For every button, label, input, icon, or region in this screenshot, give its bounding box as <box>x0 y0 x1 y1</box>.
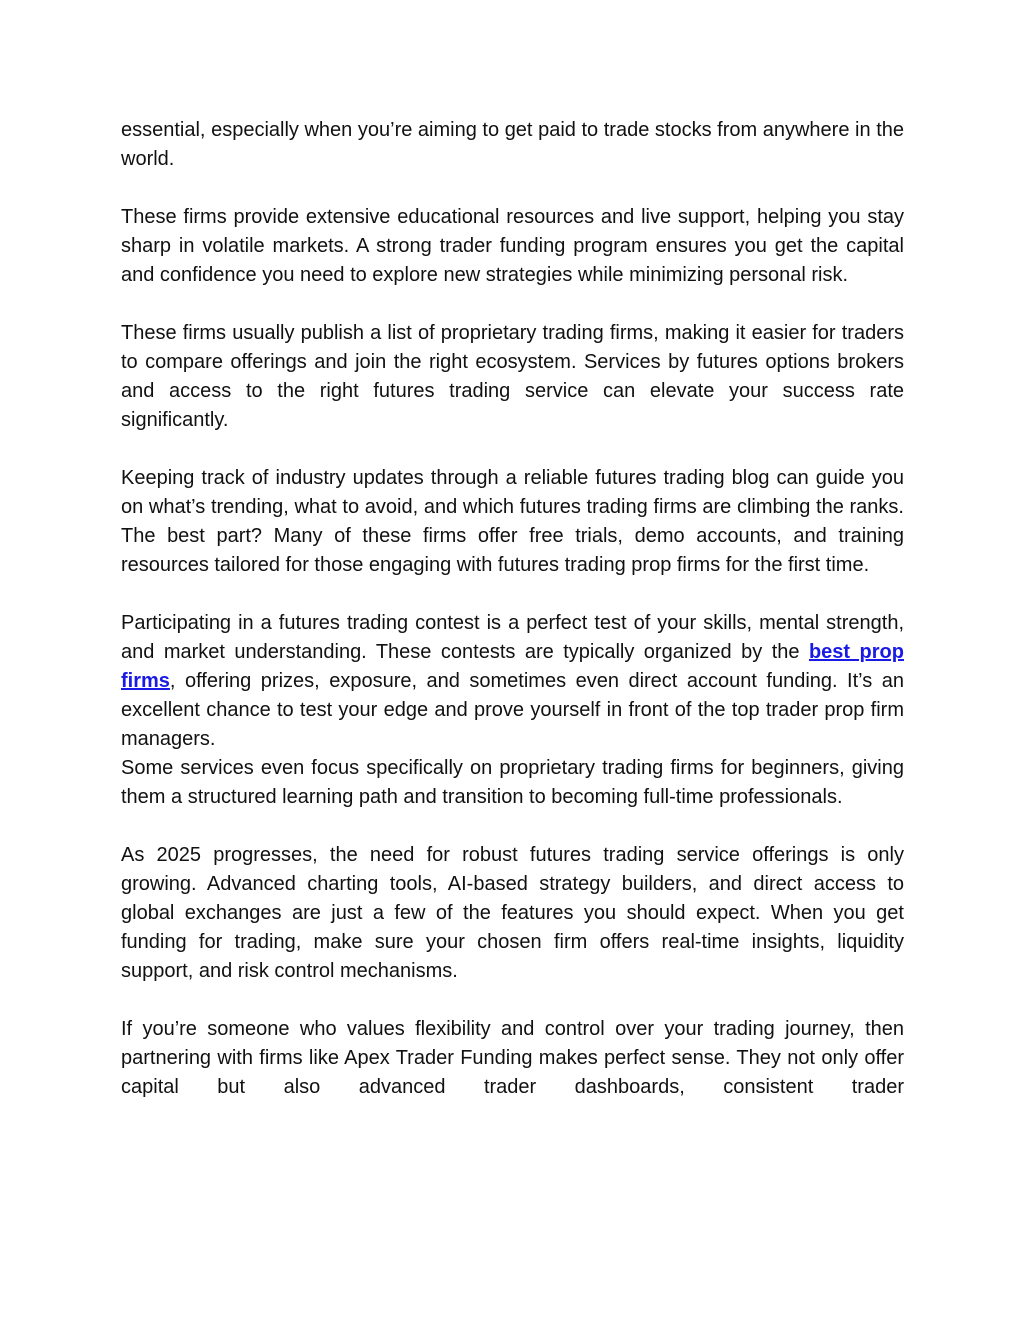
paragraph-beginner-services: Some services even focus specifically on proprietary trading firms for beginners, giving them a structured learning path and transition to becoming full-time professionals. <box>121 757 904 808</box>
paragraph-2025-progress: As 2025 progresses, the need for robust futures trading service offerings is only growing. Advanced charting tools, AI-based strategy builders, and direct access to global exchanges are just a few of the features you should expect. When you get funding for trading, make sure your chosen firm offers real-time insights, liquidity support, and risk control mechanisms. <box>121 844 904 982</box>
paragraph-flexibility-control: If you’re someone who values flexibility and control over your trading journey, then partnering with firms like Apex Trader Funding makes perfect sense. They not only offer capital but also advanced trader dashboards, consistent trader <box>121 1018 904 1098</box>
best-prop-firms-link[interactable]: best prop firms <box>121 641 904 692</box>
contest-text-after: , offering prizes, exposure, and sometimes even direct account funding. It’s an excellent chance to test your edge and prove yourself in front of the top trader prop firm managers. <box>121 670 904 750</box>
document-page <box>121 116 904 1102</box>
paragraph-global-trading: essential, especially when you’re aiming to get paid to trade stocks from anywhere in the world. <box>121 119 904 170</box>
contest-text-before: Participating in a futures trading contest is a perfect test of your skills, mental strength, and market understanding. These contests are typically organized by the <box>121 612 904 663</box>
paragraph-educational-resources: These firms provide extensive educational resources and live support, helping you stay sharp in volatile markets. A strong trader funding program ensures you get the capital and confidence you need to explore new strategies while minimizing personal risk. <box>121 206 904 286</box>
paragraph-trading-contest <box>121 609 904 754</box>
paragraph-industry-updates: Keeping track of industry updates through a reliable futures trading blog can guide you on what’s trending, what to avoid, and which futures trading firms are climbing the ranks. The best part? Many of these firms offer free trials, demo accounts, and training resources tailored for those engaging with futures trading prop firms for the first time. <box>121 467 904 576</box>
paragraph-firm-lists: These firms usually publish a list of proprietary trading firms, making it easier for traders to compare offerings and join the right ecosystem. Services by futures options brokers and access to the right futures trading service can elevate your success rate significantly. <box>121 322 904 431</box>
